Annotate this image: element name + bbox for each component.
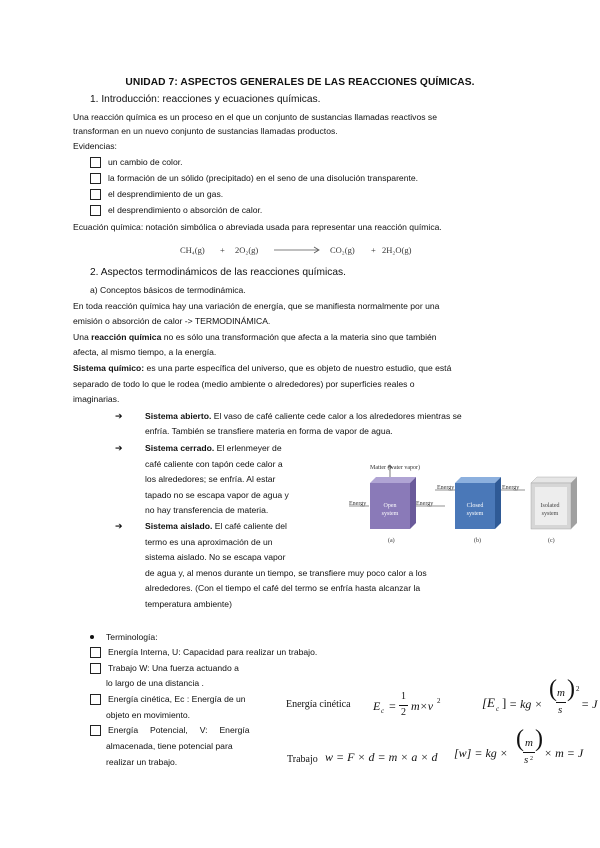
work-units-num: m — [525, 737, 533, 749]
evidence-text: el desprendimiento de un gas. — [108, 189, 224, 199]
checkbox[interactable] — [90, 694, 101, 705]
checkbox[interactable] — [90, 157, 101, 168]
isolated-system-line3: sistema aislado. No se escapa vapor — [145, 552, 286, 562]
kinetic-units-sq: 2 — [576, 685, 580, 693]
section2-p3-line1 — [73, 361, 531, 375]
kinetic-units-sub: c — [496, 705, 500, 713]
equation-product1: CO₂(g) — [330, 245, 355, 255]
open-system-label: Open system — [381, 503, 399, 517]
kinetic-sq: 2 — [437, 697, 441, 705]
kinetic-formula-equals: = — [389, 699, 396, 713]
paren-left-icon: ( — [516, 726, 524, 752]
potential-text-line1: Energía Potencial, V: Energía — [108, 725, 250, 735]
equation-product2: 2H₂O(g) — [382, 245, 412, 255]
work-units-den: s — [524, 754, 529, 766]
evidence-item — [90, 187, 530, 201]
p3-post: es una parte específica del universo, que es objeto de nuestro estudio, que está — [144, 363, 452, 373]
section1-para-line1: Una reacción química es un proceso en el que un conjunto de sustancias llamadas reactivos se — [73, 112, 438, 122]
checkbox[interactable] — [90, 189, 101, 200]
work-text-line1: Trabajo W: Una fuerza actuando a — [108, 663, 239, 673]
closed-system-line3: los alrededores; se enfría. Al estar — [145, 474, 276, 484]
matter-label: Matter (water vapor) — [370, 465, 420, 471]
equation-plus2: + — [371, 245, 376, 255]
checkbox[interactable] — [90, 173, 101, 184]
section2-sub-a: a) Conceptos básicos de termodinámica. — [90, 285, 246, 295]
closed-system-title: Sistema cerrado. — [145, 443, 215, 453]
evidence-text: la formación de un sólido (precipitado) en el seno de una disolución transparente. — [108, 173, 419, 183]
checkbox[interactable] — [90, 663, 101, 674]
kinetic-text-line2: objeto en movimiento. — [106, 710, 191, 720]
closed-system-box-side — [495, 477, 501, 529]
closed-system-line5: no hay transferencia de materia. — [145, 505, 269, 515]
arrow-icon: ➔ — [115, 521, 123, 531]
caption-b: (b) — [474, 538, 481, 544]
section2-heading: 2. Aspectos termodinámicos de las reacciones químicas. — [90, 267, 346, 278]
closed-system-line4: tapado no se escapa vapor de agua y — [145, 490, 289, 500]
closed-system-line2: café caliente con tapón cede calor a — [145, 459, 283, 469]
work-units-den-sq: 2 — [530, 756, 533, 762]
p2-bold: reacción química — [91, 332, 162, 342]
open-system-item — [115, 409, 531, 423]
kinetic-mv: m×v — [411, 699, 434, 713]
isolated-system-line2: termo es una aproximación de un — [145, 537, 273, 547]
section2-p3-line2: separado de todo lo que le rodea (medio ambiente o alrededores) por superficies reales o — [73, 379, 415, 389]
p2-pre: Una — [73, 332, 92, 342]
equation-reactant2: 2O₂(g) — [235, 245, 259, 255]
kinetic-units-lhs: [E — [482, 695, 495, 710]
potential-text-line3: realizar un trabajo. — [106, 757, 178, 767]
equation-plus1: + — [220, 245, 225, 255]
evidence-text: el desprendimiento o absorción de calor. — [108, 205, 263, 215]
open-system-box-top — [370, 477, 416, 483]
section2-p2-line1 — [73, 330, 531, 344]
equation-reactant1: CH₄(g) — [180, 245, 205, 255]
evidence-text: un cambio de color. — [108, 157, 183, 167]
arrow-icon: ➔ — [115, 411, 123, 421]
kinetic-text-line1: Energía cinética, Ec : Energía de un — [108, 694, 246, 704]
potential-text-line2: almacenada, tiene potencial para — [106, 741, 233, 751]
kinetic-units-num: m — [557, 687, 565, 699]
paren-right-icon: ) — [535, 726, 543, 752]
section2-p1-line2: emisión o absorción de calor -> TERMODINÁMICA. — [73, 316, 271, 326]
isolated-system-line4: de agua y, al menos durante un tiempo, se transfiere muy poco calor a los — [145, 568, 427, 578]
terminology-heading — [90, 630, 158, 644]
kinetic-units-den: s — [558, 704, 563, 716]
p3-bold: Sistema químico: — [73, 363, 145, 373]
evidence-item — [90, 203, 530, 217]
kinetic-half-num: 1 — [401, 691, 406, 702]
energy-label: Energy — [502, 485, 520, 491]
closed-system-item — [115, 441, 325, 455]
closed-system-line1: El erlenmeyer de — [214, 443, 282, 453]
caption-c: (c) — [548, 538, 555, 544]
kinetic-formula-sub: c — [381, 707, 385, 715]
term-item — [90, 645, 530, 659]
equation-intro: Ecuación química: notación simbólica o abreviada usada para representar una reacción química. — [73, 222, 442, 232]
energy-label: Energy — [437, 485, 455, 491]
isolated-system-line1: El café caliente del — [212, 521, 287, 531]
kinetic-units-eq: = kg × — [509, 697, 543, 711]
bullet-icon — [90, 635, 94, 639]
section1-para-line2: transforman en un nuevo conjunto de sustancias llamadas productos. — [73, 126, 338, 136]
work-formula-label: Trabajo — [287, 754, 318, 765]
internal-energy-text: Energía Interna, U: Capacidad para realizar un trabajo. — [108, 647, 318, 657]
work-formula: w = F × d = m × a × d — [325, 750, 438, 764]
caption-a: (a) — [388, 538, 395, 544]
isolated-system-item — [115, 519, 287, 533]
kinetic-units-rhs: = J — [581, 697, 598, 711]
isolated-system-line5: alrededores. (Con el tiempo el café del termo se enfría hasta alcanzar la — [145, 583, 421, 593]
isolated-system-label: Isolated system — [540, 503, 560, 517]
checkbox[interactable] — [90, 725, 101, 736]
term-item — [90, 723, 270, 737]
evidence-label: Evidencias: — [73, 141, 117, 151]
kinetic-formula-label: Energía cinética — [286, 699, 351, 710]
work-units-rhs: × m = J — [544, 746, 584, 760]
section1-heading: 1. Introducción: reacciones y ecuaciones químicas. — [90, 94, 321, 105]
checkbox[interactable] — [90, 205, 101, 216]
isolated-system-line6: temperatura ambiente) — [145, 599, 232, 609]
evidence-item — [90, 171, 530, 185]
page-title: UNIDAD 7: ASPECTOS GENERALES DE LAS REACCIONES QUÍMICAS. — [125, 77, 475, 88]
evidence-item — [90, 155, 530, 169]
isolated-system-title: Sistema aislado. — [145, 521, 213, 531]
checkbox[interactable] — [90, 647, 101, 658]
open-system-line1: El vaso de café caliente cede calor a los alrededores mientras se — [211, 411, 462, 421]
isolated-system-box-side — [571, 477, 577, 529]
p2-post: no es sólo una transformación que afecta a la materia sino que también — [161, 332, 437, 342]
paren-right-icon: ) — [567, 676, 575, 702]
section2-p3-line3: imaginarias. — [73, 394, 120, 404]
paren-left-icon: ( — [549, 676, 557, 702]
open-system-line2: enfría. También se transfiere materia en forma de vapor de agua. — [145, 426, 393, 436]
work-units-lhs: [w] = kg × — [454, 746, 508, 760]
energy-label: Energy — [416, 501, 434, 507]
open-system-title: Sistema abierto. — [145, 411, 212, 421]
kinetic-formula-lhs: E — [373, 699, 381, 713]
work-text-line2: lo largo de una distancia . — [106, 678, 204, 688]
term-item — [90, 661, 530, 675]
section2-p2-line2: afecta, al mismo tiempo, a la energía. — [73, 347, 217, 357]
energy-label: Energy — [349, 501, 367, 507]
reaction-arrow-icon — [274, 246, 322, 254]
kinetic-half-den: 2 — [401, 707, 406, 718]
arrow-icon: ➔ — [115, 443, 123, 453]
closed-system-box-top — [455, 477, 501, 483]
section2-p1-line1: En toda reacción química hay una variación de energía, que se manifiesta normalmente por una — [73, 301, 440, 311]
kinetic-units-rb: ] — [502, 695, 507, 710]
closed-system-label: Closed system — [466, 503, 484, 517]
isolated-system-box-top — [531, 477, 577, 483]
terminology-label: Terminología: — [106, 632, 158, 642]
